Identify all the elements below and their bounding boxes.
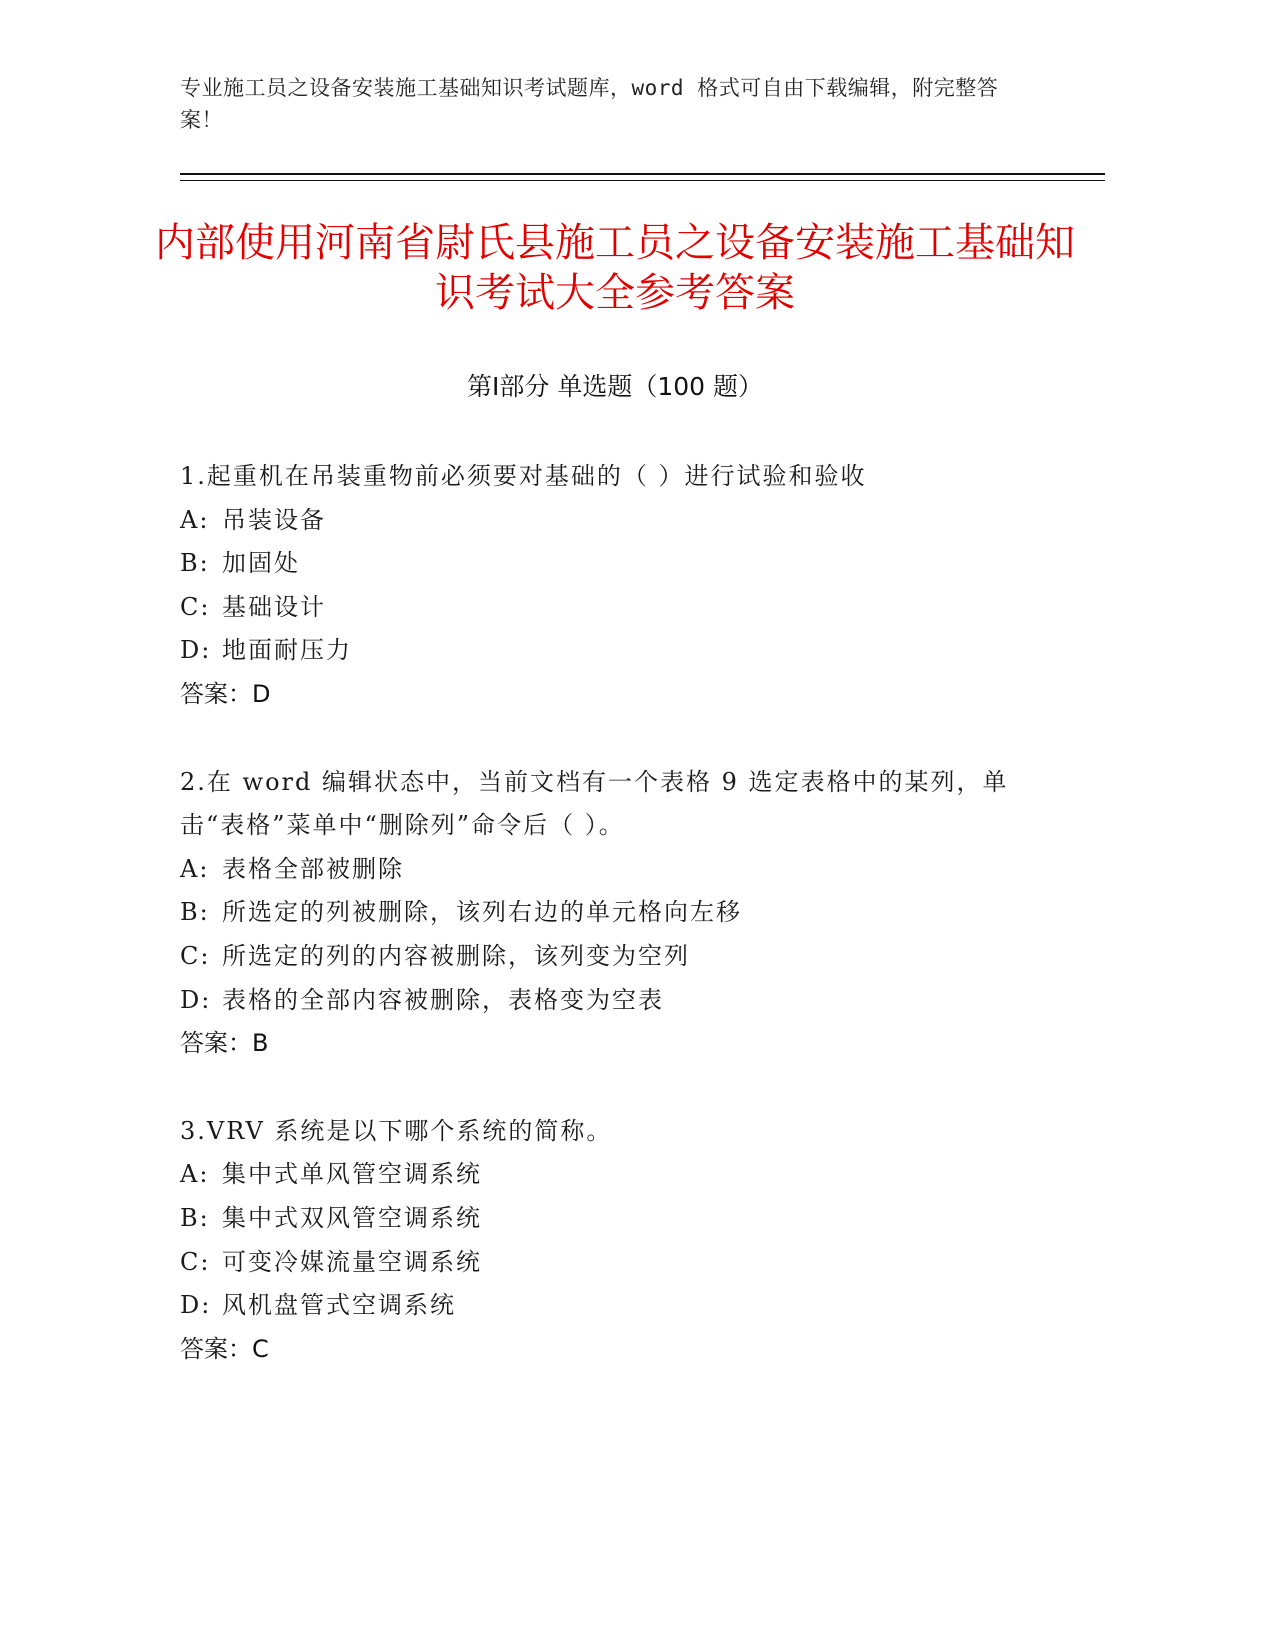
option-c: [180, 586, 1050, 630]
option-letter: D:: [180, 1291, 212, 1320]
option-letter: C:: [180, 941, 211, 970]
option-a: [180, 1153, 1050, 1197]
question-2: [180, 761, 1050, 1066]
option-text: 所选定的列被删除，该列右边的单元格向左移: [222, 898, 742, 927]
option-text: 基础设计: [222, 592, 326, 621]
option-letter: D:: [180, 636, 212, 665]
option-text: 风机盘管式空调系统: [222, 1291, 456, 1320]
question-stem: 1.起重机在吊装重物前必须要对基础的（ ）进行试验和验收: [180, 462, 867, 490]
header-divider-thin: [180, 180, 1105, 181]
header-note: 专业施工员之设备安装施工基础知识考试题库，word 格式可自由下载编辑，附完整答案！: [180, 76, 999, 132]
option-text: 吊装设备: [222, 505, 326, 534]
option-d: [180, 979, 1050, 1023]
option-b: [180, 542, 1050, 586]
answer-line: 答案：C: [180, 1334, 269, 1363]
question-3: [180, 1110, 1050, 1372]
question-stem: 3.VRV 系统是以下哪个系统的简称。: [180, 1116, 613, 1145]
header-divider-thick: [180, 173, 1105, 175]
option-letter: B:: [180, 1203, 210, 1232]
option-c: [180, 935, 1050, 979]
option-b: [180, 1197, 1050, 1241]
option-text: 地面耐压力: [222, 636, 352, 665]
option-text: 加固处: [222, 549, 300, 578]
option-text: 表格全部被删除: [222, 854, 404, 883]
option-letter: B:: [180, 898, 210, 927]
question-list: [180, 455, 1050, 1415]
option-letter: C:: [180, 1247, 211, 1276]
option-letter: A:: [180, 1160, 210, 1189]
option-d: [180, 1284, 1050, 1328]
section-title: 第Ⅰ部分 单选题（100 题）: [467, 372, 763, 401]
option-letter: B:: [180, 549, 210, 578]
option-text: 集中式单风管空调系统: [222, 1160, 482, 1189]
option-letter: A:: [180, 854, 210, 883]
option-b: [180, 891, 1050, 935]
option-d: [180, 629, 1050, 673]
option-text: 可变冷媒流量空调系统: [222, 1247, 482, 1276]
option-letter: C:: [180, 592, 211, 621]
answer-line: 答案：D: [180, 679, 271, 708]
option-text: 所选定的列的内容被删除，该列变为空列: [222, 941, 690, 970]
document-title: 内部使用河南省尉氏县施工员之设备安装施工基础知识考试大全参考答案: [155, 220, 1075, 316]
option-text: 表格的全部内容被删除，表格变为空表: [222, 985, 664, 1014]
option-a: [180, 848, 1050, 892]
option-letter: D:: [180, 985, 212, 1014]
option-letter: A:: [180, 505, 210, 534]
question-stem: 2.在 word 编辑状态中，当前文档有一个表格 9 选定表格中的某列，单击“表格”菜单中“删除列”命令后（ ）。: [180, 767, 1009, 840]
option-a: [180, 499, 1050, 543]
question-1: [180, 455, 1050, 717]
option-text: 集中式双风管空调系统: [222, 1203, 482, 1232]
answer-line: 答案：B: [180, 1029, 269, 1058]
option-c: [180, 1241, 1050, 1285]
